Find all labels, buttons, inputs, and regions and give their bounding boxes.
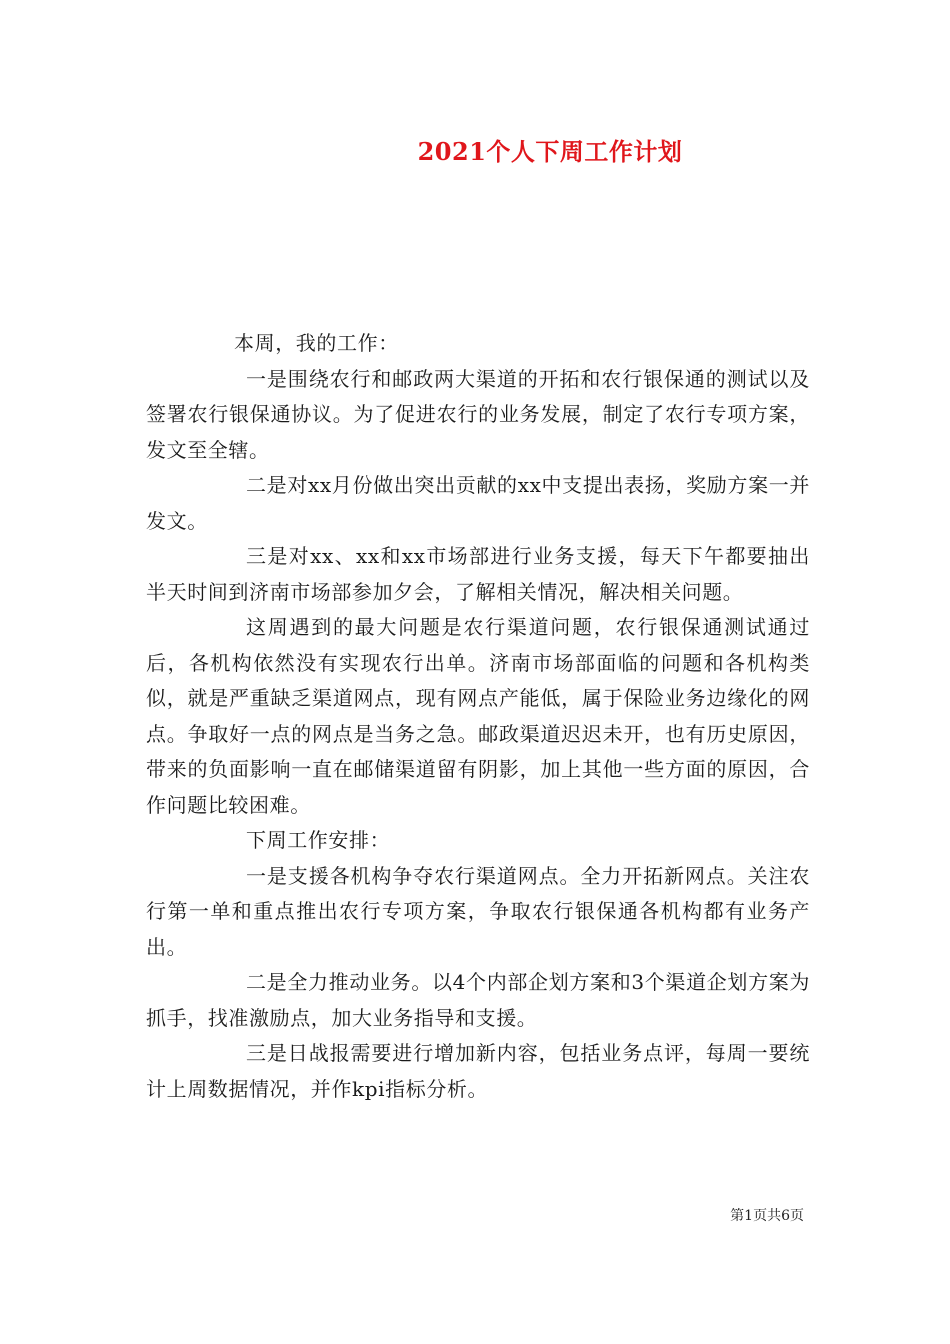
paragraph: 三是对xx、xx和xx市场部进行业务支援，每天下午都要抽出半天时间到济南市场部参加夕会，了解相关情况，解决相关问题。 [146,544,810,604]
document-body [146,326,810,1107]
page-number: 第1页共6页 [730,1208,804,1224]
paragraph: 一是支援各机构争夺农行渠道网点。全力开拓新网点。关注农行第一单和重点推出农行专项方案，争取农行银保通各机构都有业务产出。 [146,863,810,959]
section-heading: 下周工作安排： [246,828,391,852]
paragraph: 这周遇到的最大问题是农行渠道问题，农行银保通测试通过后，各机构依然没有实现农行出单。济南市场部面临的问题和各机构类似，就是严重缺乏渠道网点，现有网点产能低，属于保险业务边缘化的网点。争取好一点的网点是当务之急。邮政渠道迟迟未开，也有历史原因，带来的负面影响一直在邮储渠道留有阴影，加上其他一些方面的原因，合作问题比较困难。 [146,615,810,817]
intro-line: 本周，我的工作： [234,331,399,355]
paragraph: 二是全力推动业务。以4个内部企划方案和3个渠道企划方案为抓手，找准激励点，加大业务指导和支援。 [146,970,810,1030]
paragraph: 一是围绕农行和邮政两大渠道的开拓和农行银保通的测试以及签署农行银保通协议。为了促进农行的业务发展，制定了农行专项方案，发文至全辖。 [146,366,810,462]
paragraph: 三是日战报需要进行增加新内容，包括业务点评，每周一要统计上周数据情况，并作kpi指标分析。 [146,1041,810,1101]
document-title: 2021个人下周工作计划 [417,137,683,166]
paragraph: 二是对xx月份做出突出贡献的xx中支提出表扬，奖励方案一并发文。 [146,473,810,533]
